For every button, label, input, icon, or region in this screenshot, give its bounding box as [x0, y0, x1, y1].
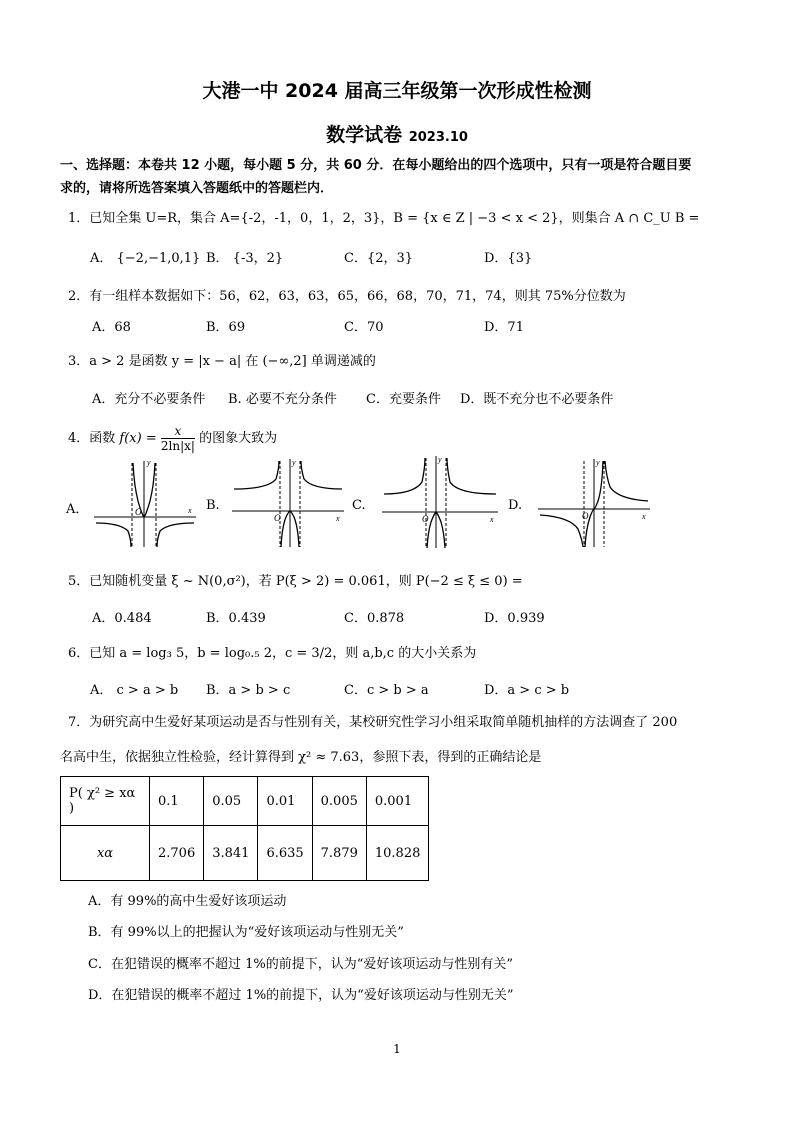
table-cell: 2.706: [150, 826, 204, 881]
q5-option-c: C．0.878: [344, 611, 405, 626]
q3-option-b: B. 必要不充分条件: [228, 392, 337, 407]
q6-option-a: A． c > a > b: [90, 683, 179, 698]
chi-square-table: [60, 776, 429, 881]
q4-function-lhs: f(x) =: [119, 431, 157, 446]
q3-option-a: A．充分不必要条件: [92, 392, 206, 407]
q4-graph-b: [228, 455, 348, 550]
q1-option-b: B． {-3，2}: [206, 251, 284, 266]
origin-label: O: [582, 511, 589, 521]
exam-subject: [0, 120, 794, 147]
q7-option-a: A．有 99%的高中生爱好该项运动: [88, 894, 287, 909]
q4-stem-post: 的图象大致为: [199, 431, 278, 446]
section-instruction-line2: 求的，请将所选答案填入答题纸中的答题栏内．: [60, 181, 334, 196]
axis-y-label: y: [147, 458, 151, 467]
table-cell: 0.001: [366, 777, 429, 826]
q7-option-d: D．在犯错误的概率不超过 1%的前提下，认为“爱好该项运动与性别无关”: [88, 988, 514, 1003]
axis-y-label: y: [292, 458, 296, 467]
axis-x-label: x: [490, 515, 494, 524]
origin-label: O: [274, 513, 281, 523]
q5-option-d: D．0.939: [484, 611, 545, 626]
q1-stem: 1．已知全集 U=R，集合 A={-2，-1，0，1，2，3}，B = {x ∈ Z | −3 < x < 2}，则集合 A ∩ C_U B =: [68, 211, 700, 226]
table-cell: 0.1: [150, 777, 204, 826]
table-cell: P( χ² ≥ xα ): [61, 777, 150, 826]
q4-option-d: D.: [508, 498, 523, 513]
q4-option-b: B.: [206, 498, 220, 513]
q2-stem: 2．有一组样本数据如下：56，62，63，63，65，66，68，70，71，74，则其 75%分位数为: [68, 289, 626, 304]
section-instruction-line1: 一、选择题：本卷共 12 小题，每小题 5 分，共 60 分．在每小题给出的四个选项中，只有一项是符合题目要: [60, 158, 692, 173]
table-row: [61, 777, 429, 826]
q4-stem-pre: 4．函数: [68, 431, 116, 446]
q2-option-a: A．68: [92, 320, 131, 335]
q4-graph-a: [90, 455, 200, 550]
page-number: 1: [393, 1042, 401, 1056]
q4-stem: [68, 424, 277, 453]
table-row: [61, 826, 429, 881]
axis-x-label: x: [188, 506, 192, 515]
table-cell: 6.635: [258, 826, 312, 881]
q3-option-d: D．既不充分也不必要条件: [460, 392, 614, 407]
exam-title: 大港一中 2024 届高三年级第一次形成性检测: [202, 80, 592, 102]
q4-denominator: 2ln|x|: [160, 439, 195, 453]
axis-y-label: y: [438, 455, 442, 464]
q4-graph-d: [534, 455, 654, 550]
axis-x-label: x: [642, 512, 646, 521]
q6-stem: 6．已知 a = log₃ 5，b = log₀.₅ 2，c = 3/2，则 a,b,c 的大小关系为: [68, 646, 477, 661]
q5-stem: 5．已知随机变量 ξ ~ N(0,σ²)，若 P(ξ > 2) = 0.061，则 P(−2 ≤ ξ ≤ 0) =: [68, 574, 523, 589]
q7-stem-line2: 名高中生，依据独立性检验，经计算得到 χ² ≈ 7.63，参照下表，得到的正确结论是: [60, 750, 542, 765]
table-cell: 0.01: [258, 777, 312, 826]
q6-option-d: D．a > c > b: [484, 683, 570, 698]
exam-date: 2023.10: [408, 130, 468, 145]
q2-option-b: B．69: [206, 320, 246, 335]
q7-option-c: C．在犯错误的概率不超过 1%的前提下，认为“爱好该项运动与性别有关”: [88, 957, 513, 972]
axis-x-label: x: [336, 514, 340, 523]
table-cell: 0.005: [312, 777, 366, 826]
table-cell: 3.841: [204, 826, 258, 881]
q4-option-a: A．: [66, 502, 89, 517]
q4-graph-c: [378, 452, 502, 550]
q5-option-b: B．0.439: [206, 611, 266, 626]
table-cell: 7.879: [312, 826, 366, 881]
q2-option-c: C．70: [344, 320, 384, 335]
table-cell: 10.828: [366, 826, 429, 881]
axis-y-label: y: [596, 458, 600, 467]
q6-option-c: C．c > b > a: [344, 683, 429, 698]
q4-numerator: x: [161, 424, 195, 439]
origin-label: O: [422, 514, 429, 524]
q7-option-b: B．有 99%以上的把握认为“爱好该项运动与性别无关”: [88, 925, 404, 940]
q7-stem-line1: 7．为研究高中生爱好某项运动是否与性别有关，某校研究性学习小组采取简单随机抽样的方法调查了 200: [68, 715, 678, 730]
q3-stem: 3．a > 2 是函数 y = |x − a| 在 (−∞,2] 单调递减的: [68, 354, 376, 369]
q1-option-a: A． {−2,−1,0,1}: [90, 251, 201, 266]
q4-option-c: C.: [352, 498, 366, 513]
q2-option-d: D．71: [484, 320, 524, 335]
q6-option-b: B．a > b > c: [206, 683, 291, 698]
q4-fraction: [161, 424, 195, 453]
table-cell: xα: [61, 826, 150, 881]
q1-option-c: C．{2，3}: [344, 251, 414, 266]
q1-option-d: D．{3}: [484, 251, 533, 266]
table-cell: 0.05: [204, 777, 258, 826]
q5-option-a: A．0.484: [92, 611, 152, 626]
subject-label: 数学试卷: [326, 124, 403, 146]
origin-label: O: [135, 507, 142, 517]
q3-option-c: C．充要条件: [366, 392, 441, 407]
